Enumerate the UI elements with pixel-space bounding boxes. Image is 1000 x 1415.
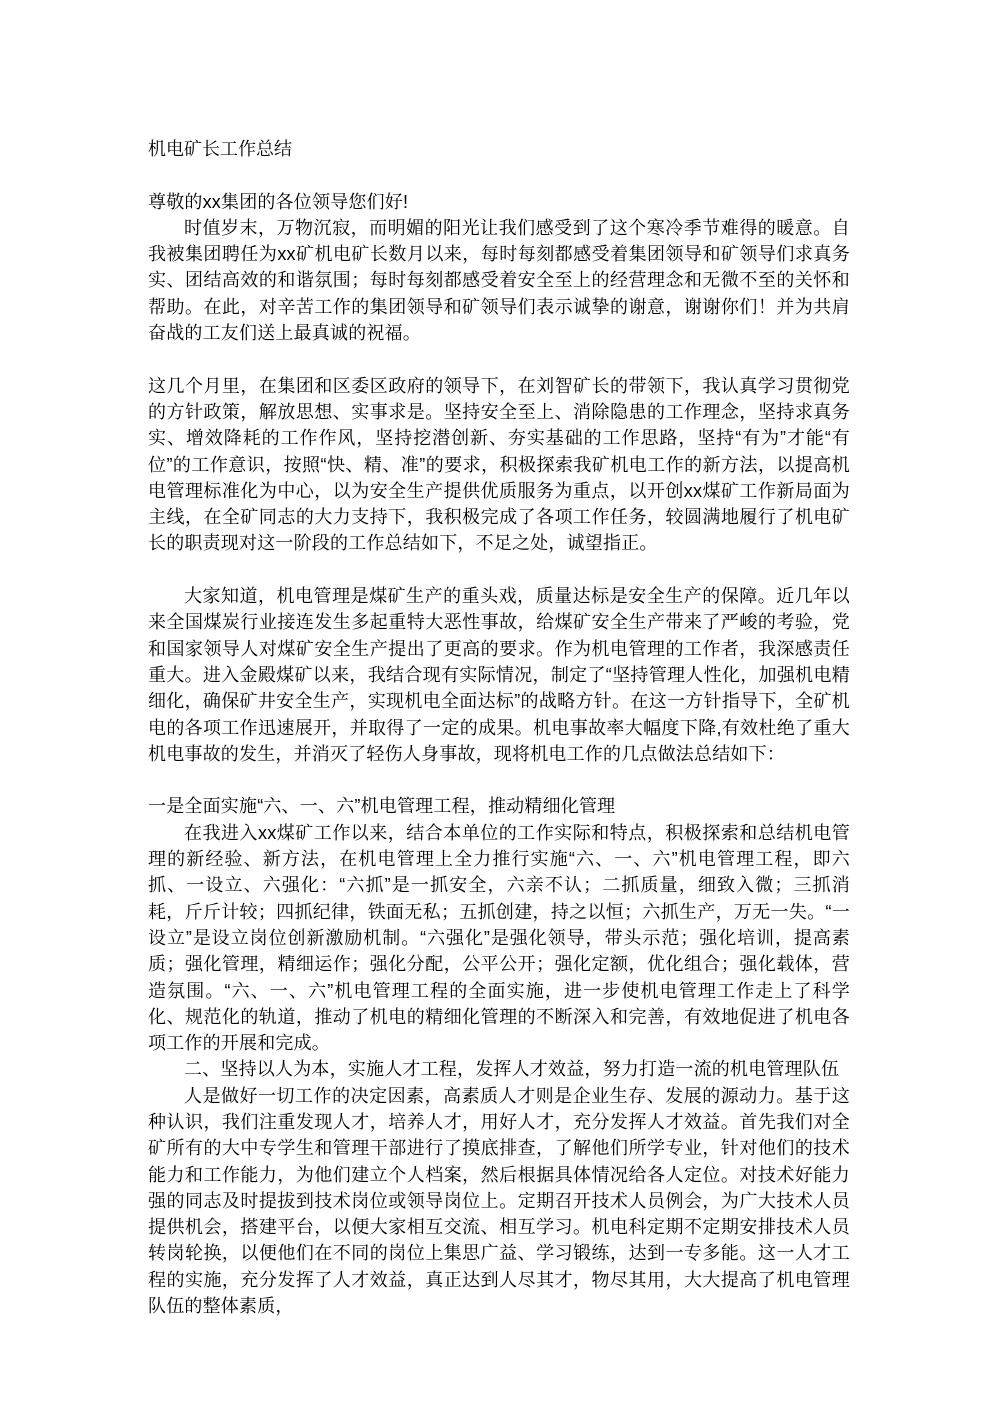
heading-section-2: 二、坚持以人为本，实施人才工程，发挥人才效益，努力打造一流的机电管理队伍 [184, 1059, 840, 1080]
paragraph-background: 大家知道，机电管理是煤矿生产的重头戏，质量达标是安全生产的保障。近几年以来全国煤炭行业接连发生多起重特大恶性事故，给煤矿安全生产带来了严峻的考验，党和国家领导人对煤矿安全生产提出了更高的要求。作为机电管理的工作者，我深感责任重大。进入金殿煤矿以来，我结合现有实际情况，制定了“坚持管理人性化，加强机电精细化，确保矿井安全生产，实现机电全面达标”的战略方针。在这一方针指导下，全矿机电的各项工作迅速展开，并取得了一定的成果。机电事故率大幅度下降,有效杜绝了重大机电事故的发生，并消灭了轻伤人身事故，现将机电工作的几点做法总结如下： [148, 586, 850, 764]
document-title: 机电矿长工作总结 [148, 139, 292, 159]
paragraph-opening: 时值岁末，万物沉寂，而明媚的阳光让我们感受到了这个寒冷季节难得的暖意。自我被集团聘任为xx矿机电矿长数月以来，每时每刻都感受着集团领导和矿领导们求真务实、团结高效的和谐氛围；每时每刻都感受着安全至上的经营理念和无微不至的关怀和帮助。在此，对辛苦工作的集团领导和矿领导们表示诚挚的谢意，谢谢你们！并为共肩奋战的工友们送上最真诚的祝福。 [148, 217, 850, 344]
paragraph-overview: 这几个月里，在集团和区委区政府的领导下，在刘智矿长的带领下，我认真学习贯彻党的方针政策，解放思想、实事求是。坚持安全至上、消除隐患的工作理念，坚持求真务实、增效降耗的工作作风，坚持挖潜创新、夯实基础的工作思路，坚持“有为”才能“有位”的工作意识，按照“快、精、准”的要求，积极探索我矿机电工作的新方法，以提高机电管理标准化为中心，以为安全生产提供优质服务为重点，以开创xx煤矿工作新局面为主线，在全矿同志的大力支持下，我积极完成了各项工作任务，较圆满地履行了机电矿长的职责现对这一阶段的工作总结如下，不足之处，诚望指正。 [148, 375, 850, 554]
paragraph-section-1-body: 在我进入xx煤矿工作以来，结合本单位的工作实际和特点，积极探索和总结机电管理的新经验、新方法，在机电管理上全力推行实施“六、一、六”机电管理工程，即六抓、一设立、六强化：“六抓”是一抓安全，六亲不认；二抓质量，细致入微；三抓消耗，斤斤计较；四抓纪律，铁面无私；五抓创建，持之以恒；六抓生产，万无一失。“一设立”是设立岗位创新激励机制。“六强化”是强化领导，带头示范；强化培训，提高素质；强化管理，精细运作；强化分配，公平公开；强化定额，优化组合；强化载体，营造氛围。“六、一、六”机电管理工程的全面实施，进一步使机电管理工作走上了科学化、规范化的轨道，推动了机电的精细化管理的不断深入和完善，有效地促进了机电各项工作的开展和完成。 [148, 822, 850, 1054]
heading-section-1: 一是全面实施“六、一、六”机电管理工程，推动精细化管理 [148, 796, 616, 817]
paragraph-section-2-body: 人是做好一切工作的决定因素，高素质人才则是企业生存、发展的源动力。基于这种认识，我们注重发现人才，培养人才，用好人才，充分发挥人才效益。首先我们对全矿所有的大中专学生和管理干部进行了摸底排查，了解他们所学专业，针对他们的技术能力和工作能力，为他们建立个人档案，然后根据具体情况给各人定位。对技术好能力强的同志及时提拔到技术岗位或领导岗位上。定期召开技术人员例会，为广大技术人员提供机会，搭建平台，以便大家相互交流、相互学习。机电科定期不定期安排技术人员转岗轮换，以便他们在不同的岗位上集思广益、学习锻练，达到一专多能。这一人才工程的实施，充分发挥了人才效益，真正达到人尽其才，物尽其用，大大提高了机电管理队伍的整体素质， [148, 1085, 850, 1317]
paragraph-greeting: 尊敬的xx集团的各位领导您们好! [148, 191, 409, 212]
